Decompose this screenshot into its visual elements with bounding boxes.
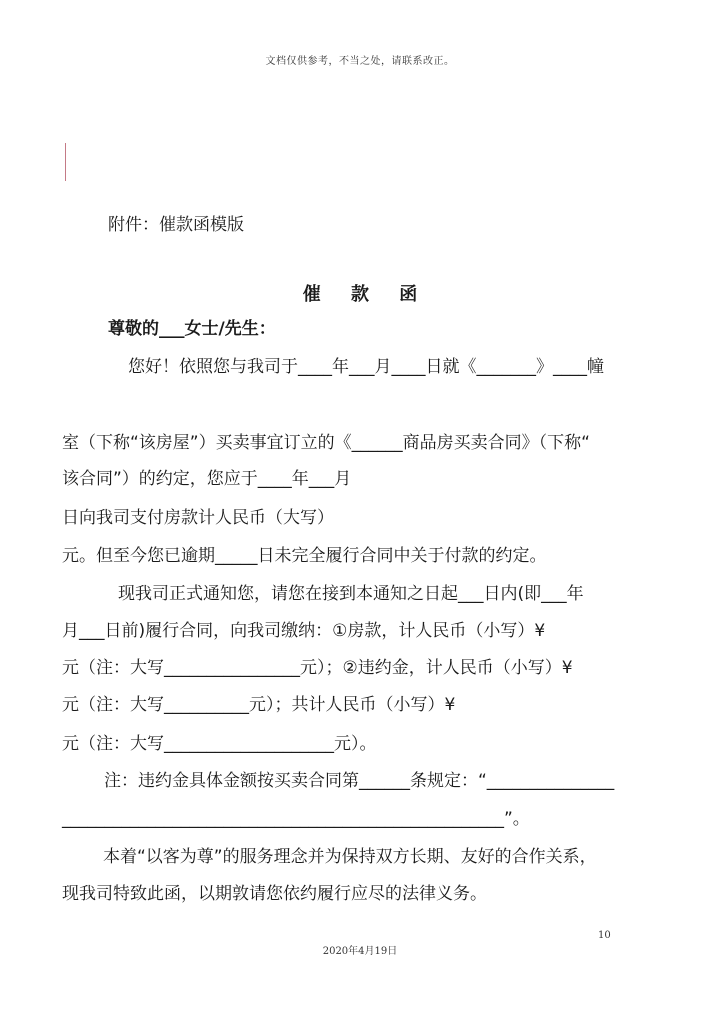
paragraph-2-line-3: 元（注：大写________________元）；②违约金，计人民币（小写）¥ bbox=[62, 658, 573, 678]
note-line-2: ____________________________________________________”。 bbox=[62, 809, 530, 829]
document-title: 催 款 函 bbox=[302, 284, 430, 305]
header-note: 文档仅供参考，不当之处，请联系改正。 bbox=[265, 56, 455, 67]
paragraph-2-line-2: 月___日前)履行合同，向我司缴纳：①房款，计人民币（小写）¥ bbox=[62, 621, 546, 641]
attachment-label: 附件：催款函模版 bbox=[108, 215, 244, 235]
paragraph-3-line-2: 现我司特致此函，以期敦请您依约履行应尽的法律义务。 bbox=[62, 884, 487, 904]
margin-mark bbox=[65, 143, 66, 181]
paragraph-2-line-1: 现我司正式通知您，请您在接到本通知之日起___日内(即___年 bbox=[118, 584, 584, 604]
salutation: 尊敬的___女士/先生： bbox=[108, 319, 276, 339]
page-number: 10 bbox=[598, 930, 611, 941]
paragraph-1-line-5: 元。但至今您已逾期_____日未完全履行合同中关于付款的约定。 bbox=[62, 546, 547, 566]
paragraph-1-line-4: 日向我司支付房款计人民币（大写） bbox=[62, 508, 334, 528]
paragraph-2-line-4: 元（注：大写__________元）；共计人民币（小写）¥ bbox=[62, 695, 456, 715]
paragraph-1-line-3: 该合同”）的约定，您应于____年___月 bbox=[62, 469, 352, 489]
paragraph-3-line-1: 本着“以客为尊”的服务理念并为保持双方长期、友好的合作关系， bbox=[103, 847, 597, 867]
paragraph-2-line-5: 元（注：大写____________________元）。 bbox=[62, 734, 377, 754]
note-line-1: 注：违约金具体金额按买卖合同第______条规定：“_______________ bbox=[104, 771, 615, 791]
paragraph-1-line-2: 室（下称“该房屋”）买卖事宜订立的《______商品房买卖合同》（下称“ bbox=[62, 433, 590, 453]
paragraph-1-line-1: 您好！依照您与我司于____年___月____日就《_______》____幢 bbox=[128, 357, 604, 377]
footer-date: 2020年4月19日 bbox=[322, 946, 398, 957]
